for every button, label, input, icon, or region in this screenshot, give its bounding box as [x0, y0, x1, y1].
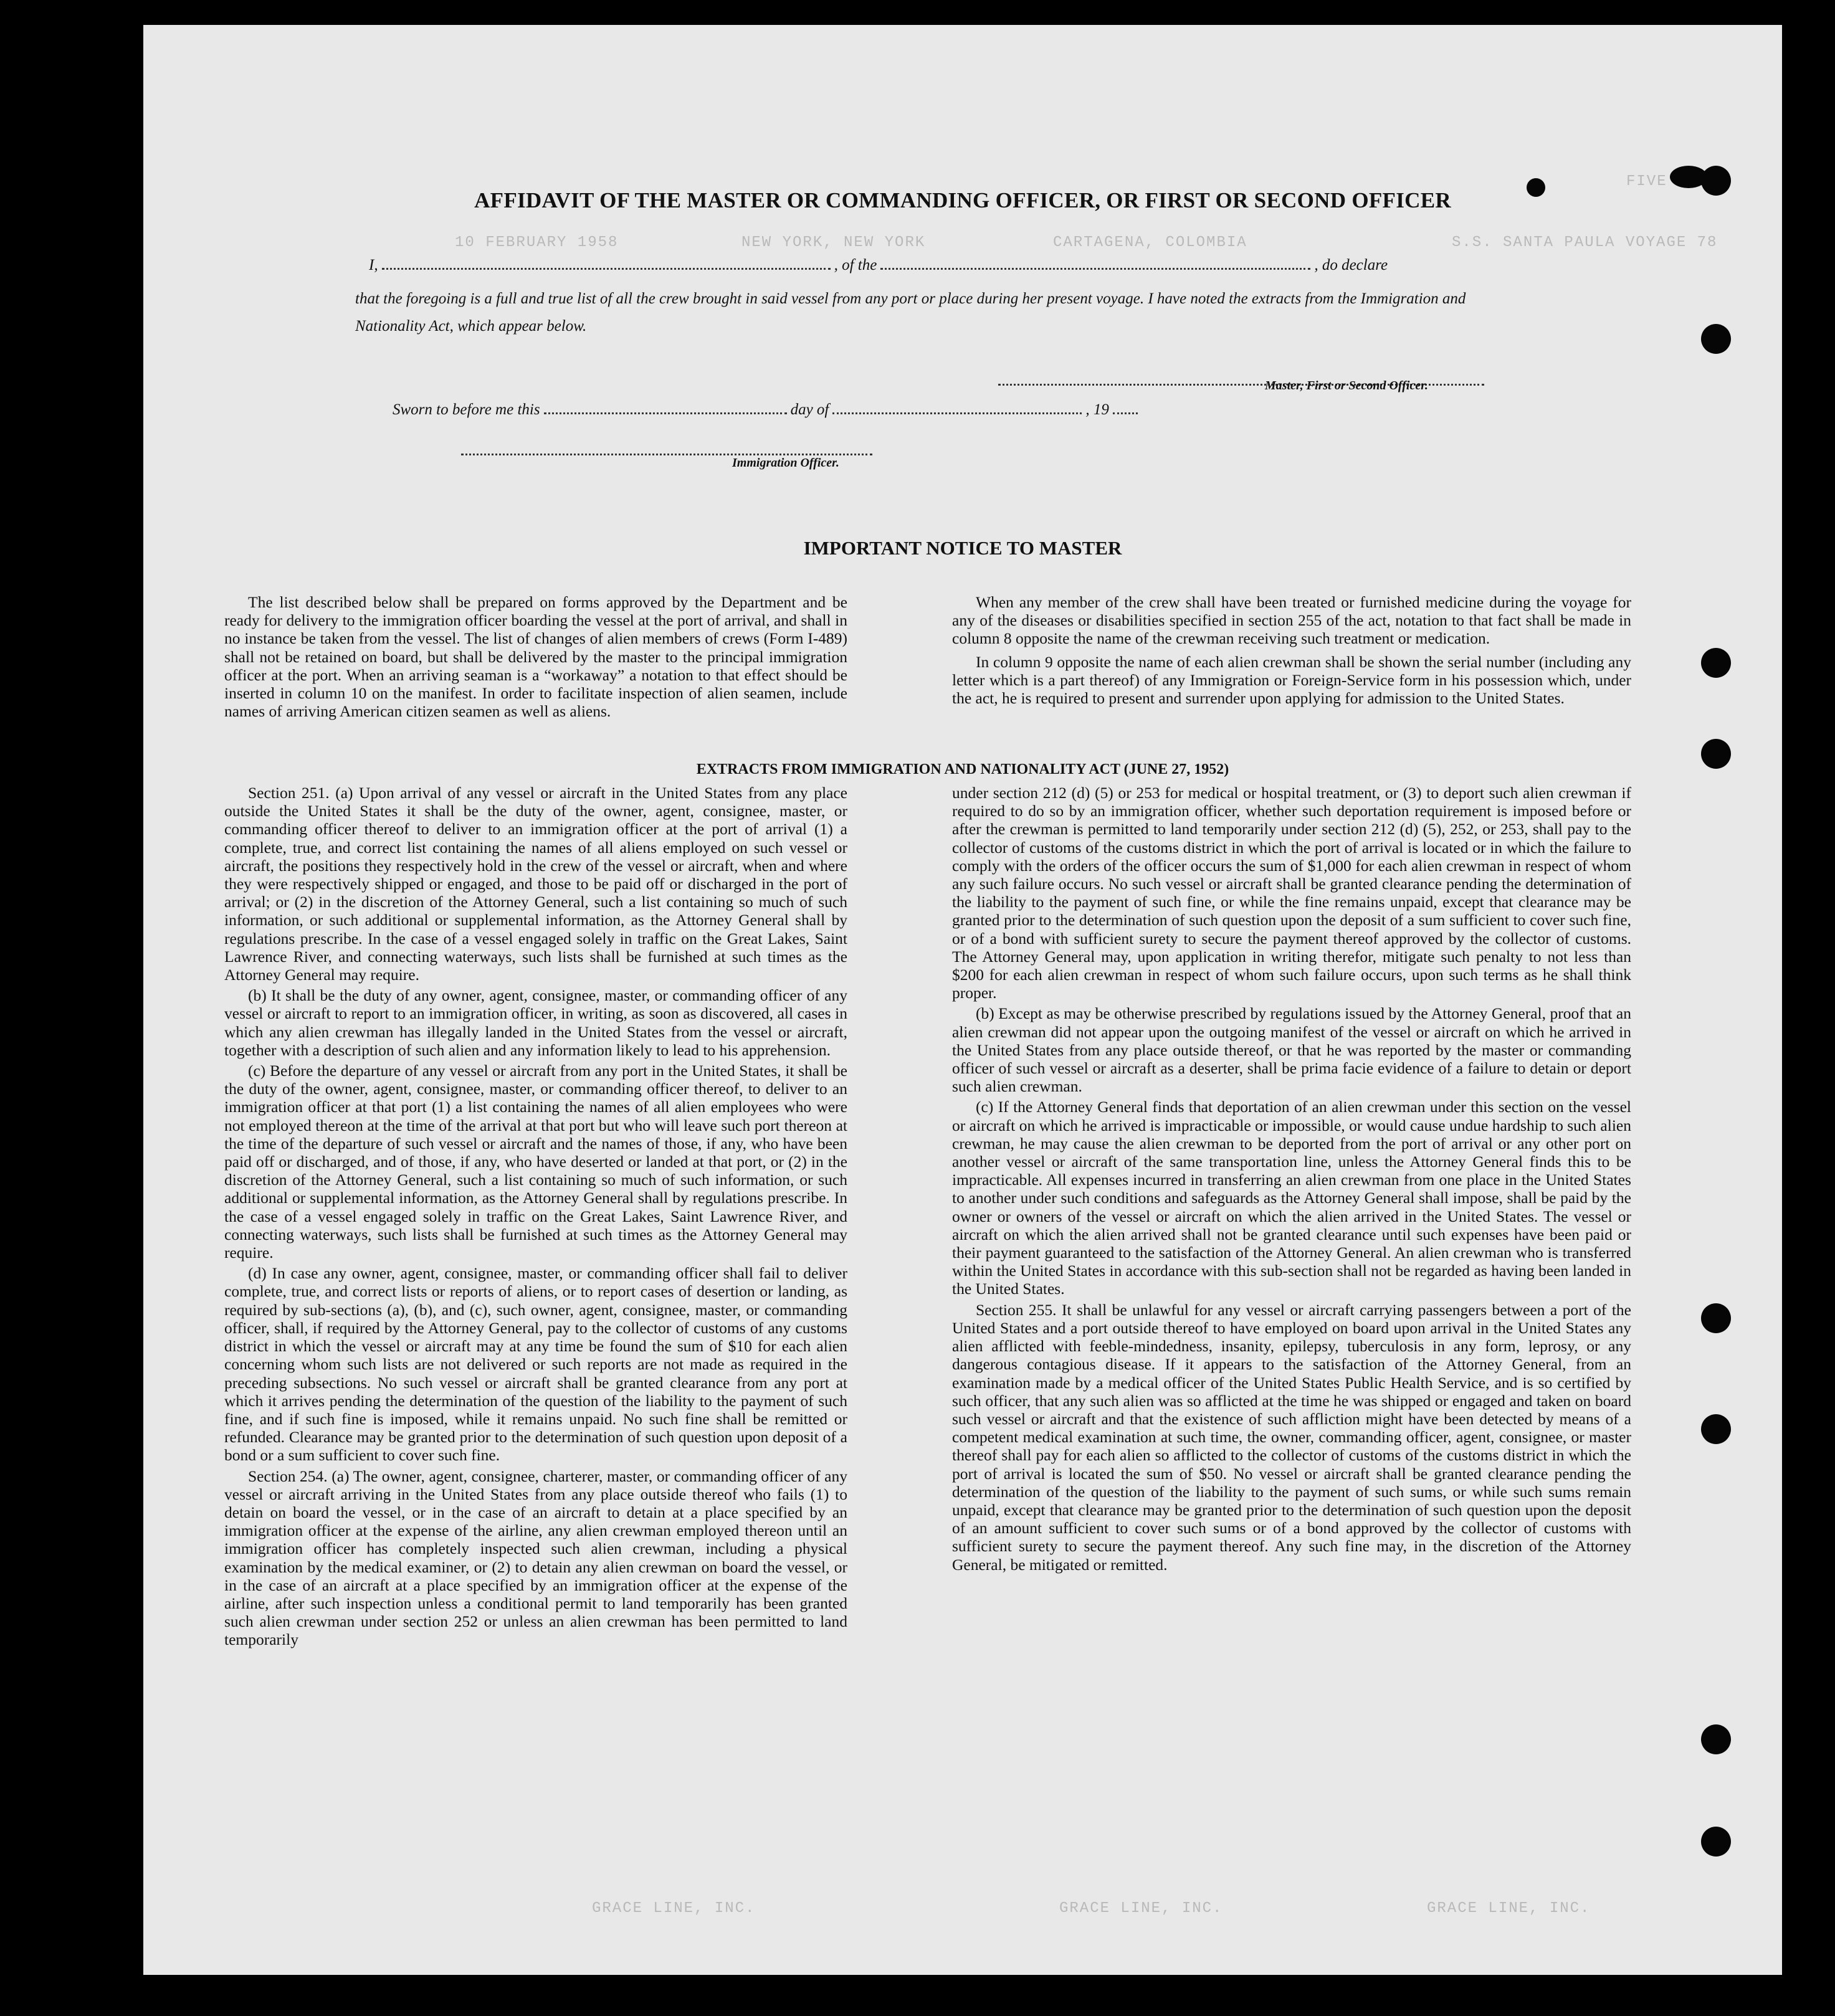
notice-right — [952, 593, 1631, 712]
notice-title: IMPORTANT NOTICE TO MASTER — [803, 537, 1122, 559]
section-paragraph: Section 251. (a) Upon arrival of any vessel or aircraft in the United States from any place outside the United States it shall be the duty of the owner, agent, consignee, master, or commanding officer thereof to deliver to an immigration officer at the port of arrival (1) a complete, true, and correct list containing the names of all aliens employed on such vessel or aircraft, the positions they respectively hold in the crew of the vessel or aircraft, when and where they were respectively shipped or engaged, and those to be paid off or discharged in the port of arrival; or (2) in the discretion of the Attorney General, such a list containing so much of such information, or such additional or supplemental information, as the Attorney General shall by regulations prescribe. In the case of a vessel engaged solely in traffic on the Great Lakes, Saint Lawrence River, and connecting waterways, such lists shall be furnished at such times as the Attorney General may require. — [224, 784, 847, 984]
vessel-field[interactable] — [880, 258, 1310, 270]
sworn-month-field[interactable] — [832, 402, 1082, 414]
punch-hole — [1701, 1827, 1731, 1857]
punch-hole — [1701, 648, 1731, 678]
section-paragraph: Section 255. It shall be unlawful for any vessel or aircraft carrying passengers between a port of the United States and a port outside thereof to have employed on board upon arrival in the United States any alien afflicted with feeble-mindedness, insanity, epilepsy, tuberculosis in any form, leprosy, or any dangerous contagious disease. If it appears to the satisfaction of the Attorney General, from an examination made by a medical officer of the United States Public Health Service, and is so certified by such officer, that any such alien was so afflicted at the time he was shipped or engaged and taken on board such vessel or aircraft and that the existence of such affliction might have been detected by means of a competent medical examination at such time, the owner, commanding officer, agent, consignee, or master thereof shall pay for each alien so afflicted to the collector of customs of the customs district in which the port of arrival is located the sum of $50. No vessel or aircraft shall be granted clearance pending the determination of the question of the liability to the payment of such sums, or while such sums remain unpaid, except that clearance may be granted prior to the determination of such question upon the deposit of an amount sufficient to cover such sums or of a bond approved by the collector of customs with sufficient surety to secure the payment thereof. Any such fine may, in the discretion of the Attorney General, be mitigated or remitted. — [952, 1300, 1631, 1574]
officer-caption: Immigration Officer. — [732, 456, 839, 470]
section-paragraph: Section 254. (a) The owner, agent, consignee, charterer, master, or commanding officer of any vessel or aircraft arriving in the United States from any place outside thereof who fails (1) to detain on board the vessel, or in the case of an aircraft to detain at a place specified by an immigration officer at the expense of the airline, any alien crewman employed thereon until an immigration officer has completely inspected such alien crewman, including a physical examination by the medical examiner, or (2) to detain any alien crewman on board the vessel, or in the case of an aircraft at a place specified by an immigration officer at the expense of the airline, after such inspection unless a conditional permit to land temporarily has been granted such alien crewman under section 252 or unless an alien crewman has been permitted to land temporarily — [224, 1467, 847, 1649]
punch-hole — [1670, 166, 1707, 188]
section-paragraph: (c) Before the departure of any vessel or aircraft from any port in the United States, it shall be the duty of the owner, agent, consignee, master, or commanding officer thereof, to deliver to an immigration officer at that port (1) a list containing the names of all alien employees who were not employed thereon at the time of the arrival at that port but who will leave such port thereon at the time of the departure of such vessel or aircraft and the names of those, if any, who have been paid off or discharged, and of those, if any, who have deserted or landed at that port, or (2) in the discretion of the Attorney General, such a list containing so much of such information, or such additional or supplemental information, as the Attorney General shall by regulations prescribe. In the case of a vessel engaged solely in traffic on the Great Lakes, Saint Lawrence River, and connecting waterways, such lists shall be furnished at such times as the Attorney General may require. — [224, 1062, 847, 1262]
punch-hole — [1701, 324, 1731, 354]
section-paragraph: under section 212 (d) (5) or 253 for medical or hospital treatment, or (3) to deport such alien crewman if required to do so by an immigration officer, whether such deportation requirement is imposed before or after the crewman is permitted to land temporarily under section 212 (d) (5), 252, or 253, shall pay to the collector of customs of the customs district in which the port of arrival is located or in which the failure to comply with the orders of the officer occurs the sum of $1,000 for each alien crewman in respect of whom any such failure occurs. No such vessel or aircraft shall be granted clearance pending the determination of the liability to the payment of such fine, or while the fine remains unpaid, except that clearance may be granted prior to the determination of such question upon the deposit of a sum sufficient to cover such fine, or of a bond with sufficient surety to secure the payment thereof approved by the collector of customs. The Attorney General may, upon application in writing therefor, mitigate such penalty to not less than $200 for each alien crewman in respect of whom such failure occurs, upon such terms as he shall think proper. — [952, 784, 1631, 1002]
declaration-line — [369, 257, 1509, 274]
sworn-day-label: day of — [790, 401, 829, 418]
affidavit-title: AFFIDAVIT OF THE MASTER OR COMMANDING OFFICER, OR FIRST OR SECOND OFFICER — [474, 188, 1451, 212]
declaration-text: that the foregoing is a full and true list of all the crew brought in said vessel from any port or place during her present voyage. I have noted the extracts from the Immigration and Nationality Act, which appear below. — [355, 290, 1466, 335]
notice-paragraph: The list described below shall be prepared on forms approved by the Department and be ready for delivery to the immigration officer boarding the vessel at the port of arrival, and shall in no instance be taken from the vessel. The list of changes of alien members of crews (Form I-489) shall not be retained on board, but shall be delivered by the master to the principal immigration officer at the port. When an arriving seaman is a “workaway” a notation to that effect should be inserted in column 10 on the manifest. In order to facilitate inspection of alien seamen, include names of arriving American citizen seamen as well as aliens. — [224, 593, 847, 721]
section-paragraph: (d) In case any owner, agent, consignee, master, or commanding officer shall fail to deliver complete, true, and correct lists or reports of aliens, or to report cases of desertion or landing, as required by sub-sections (a), (b), and (c), such owner, agent, consignee, master, or commanding officer, shall, if required by the Attorney General, pay to the collector of customs of any customs district in which the vessel or aircraft may at any time be found the sum of $10 for each alien concerning whom such lists are not delivered or such reports are not made as required in the preceding subsections. No such vessel or aircraft shall be granted clearance from any port at which it arrives pending the determination of the question of the liability to the payment of such fine, and if such fine is imposed, while it remains unpaid. No such fine shall be remitted or refunded. Clearance may be granted prior to the determination of such question upon deposit of a bond or a sum sufficient to cover such fine. — [224, 1264, 847, 1465]
sworn-day-field[interactable] — [544, 402, 787, 414]
extracts-left-column — [224, 784, 847, 1652]
document-page — [143, 25, 1782, 1975]
name-field[interactable] — [382, 258, 831, 270]
bleed-company: GRACE LINE, INC. — [1059, 1900, 1223, 1917]
bleed-company: GRACE LINE, INC. — [1427, 1900, 1591, 1917]
declaration-suffix: , do declare — [1314, 257, 1388, 273]
sworn-line — [393, 401, 1227, 419]
notice-left — [224, 593, 847, 725]
bleed-vessel: S.S. SANTA PAULA VOYAGE 78 — [1452, 234, 1718, 251]
declaration-mid: , of the — [834, 257, 877, 273]
bleed-date: 10 FEBRUARY 1958 — [455, 234, 619, 251]
bleed-port: CARTAGENA, COLOMBIA — [1053, 234, 1247, 251]
bleed-city: NEW YORK, NEW YORK — [741, 234, 926, 251]
sworn-year-field[interactable] — [1113, 402, 1138, 414]
punch-hole — [1701, 1414, 1731, 1444]
master-caption: Master, First or Second Officer. — [1265, 379, 1428, 392]
notice-paragraph: When any member of the crew shall have been treated or furnished medicine during the voyage for any of the diseases or disabilities specified in section 255 of the act, notation to that fact shall be made in column 8 opposite the name of the crewman receiving such treatment or medication. — [952, 593, 1631, 648]
section-paragraph: (b) Except as may be otherwise prescribed by regulations issued by the Attorney General, proof that an alien crewman did not appear upon the outgoing manifest of the vessel or aircraft on which he arrived in the United States from any place outside thereof, or that he was reported by the master or commanding officer of such vessel or aircraft as a deserter, shall be prima facie evidence of a failure to detain or deport such alien crewman. — [952, 1004, 1631, 1096]
notice-paragraph: In column 9 opposite the name of each alien crewman shall be shown the serial number (including any letter which is a part thereof) of any Immigration or Foreign-Service form in his possession which, under the act, he is required to present and surrender upon applying for admission to the United States. — [952, 652, 1631, 708]
punch-hole — [1701, 1724, 1731, 1754]
sworn-year-label: , 19 — [1085, 401, 1109, 418]
punch-hole — [1701, 1303, 1731, 1333]
section-paragraph: (b) It shall be the duty of any owner, agent, consignee, master, or commanding officer of any vessel or aircraft to report to an immigration officer, in writing, as soon as discovered, all cases in which any alien crewman has illegally landed in the United States from the vessel or aircraft, together with a description of such alien and any information likely to lead to his apprehension. — [224, 986, 847, 1059]
section-paragraph: (c) If the Attorney General finds that deportation of an alien crewman under this section on the vessel or aircraft on which he arrived is impracticable or impossible, or would cause undue hardship to such alien crewman, he may cause the alien crewman to be deported from the port of arrival or any other port on another vessel or aircraft of the same transportation line, unless the Attorney General finds this to be impracticable. All expenses incurred in transferring an alien crewman from one place in the United States to another under such conditions and safeguards as the Attorney General shall impose, shall be paid by the owner or owners of the vessel or aircraft on which the alien arrived in the United States. The vessel or aircraft on which the alien arrived shall not be granted clearance until such expenses have been paid or their payment guaranteed to the satisfaction of the Attorney General. An alien crewman who is transferred within the United States in accordance with this sub-section shall not be regarded as having been landed in the United States. — [952, 1098, 1631, 1298]
officer-signature-line[interactable] — [461, 444, 872, 455]
declaration-prefix: I, — [369, 257, 378, 273]
extracts-right-column — [952, 784, 1631, 1576]
sworn-prefix: Sworn to before me this — [393, 401, 540, 418]
bleed-header-five: FIVE — [1626, 173, 1667, 190]
bleed-company: GRACE LINE, INC. — [592, 1900, 756, 1917]
extracts-title: EXTRACTS FROM IMMIGRATION AND NATIONALITY ACT (JUNE 27, 1952) — [696, 761, 1229, 777]
